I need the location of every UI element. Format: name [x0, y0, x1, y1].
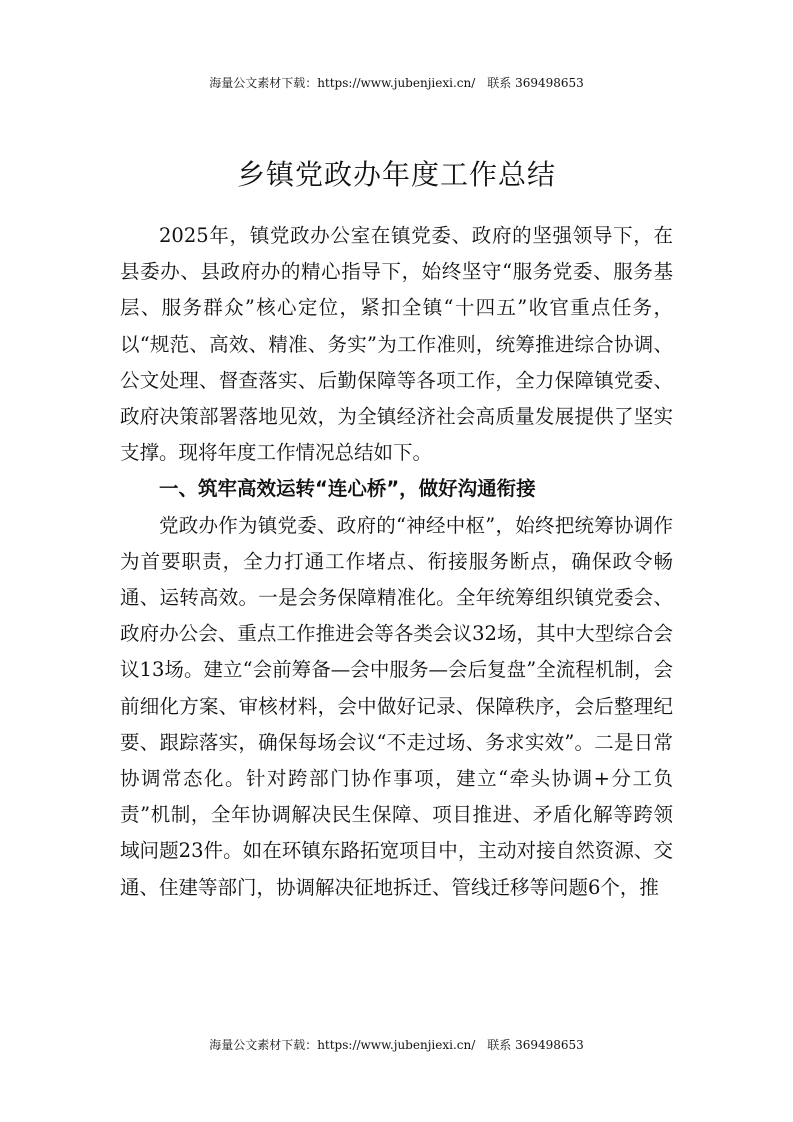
document-title: 乡镇党政办年度工作总结 — [236, 157, 556, 191]
section-heading-1: 一、筑牢高效运转“连心桥”，做好沟通衔接 — [159, 477, 536, 501]
section-1-paragraph: 党政办作为镇党委、政府的“神经中枢”，始终把统筹协调作为首要职责，全力打通工作堵点、衔接服务断点，确保政令畅通、运转高效。一是会务保障精准化。全年统筹组织镇党委会、政府办公会、重点工作推进会等各类会议32场，其中大型综合会议13场。建立“会前筹备—会中服务—会后复盘”全流程机制，会前细化方案、审核材料，会中做好记录、保障秩序，会后整理纪要、跟踪落实，确保每场会议“不走过场、务求实效”。二是日常协调常态化。针对跨部门协作事项，建立“牵头协调+分工负责”机制，全年协调解决民生保障、项目推进、矛盾化解等跨领域问题23件。如在环镇东路拓宽项目中，主动对接自然资源、交通、住建等部门，协调解决征地拆迁、管线迁移等问题6个，推 — [120, 513, 673, 899]
intro-paragraph: 2025年，镇党政办公室在镇党委、政府的坚强领导下，在县委办、县政府办的精心指导下，始终坚守“服务党委、服务基层、服务群众”核心定位，紧扣全镇“十四五”收官重点任务，以“规范、高效、精准、务实”为工作准则，统筹推进综合协调、公文处理、督查落实、后勤保障等各项工作，全力保障镇党委、政府决策部署落地见效，为全镇经济社会高质量发展提供了坚实支撑。现将年度工作情况总结如下。 — [120, 224, 673, 465]
footer-contact-text: 联系 369498653 — [487, 1038, 584, 1052]
page-header — [0, 75, 793, 91]
page-footer — [0, 1037, 793, 1053]
footer-source-text: 海量公文素材下载：https://www.jubenjiexi.cn/ — [209, 1038, 476, 1052]
header-contact-text: 联系 369498653 — [487, 76, 584, 90]
header-source-text: 海量公文素材下载：https://www.jubenjiexi.cn/ — [209, 76, 476, 90]
document-body — [120, 218, 673, 906]
